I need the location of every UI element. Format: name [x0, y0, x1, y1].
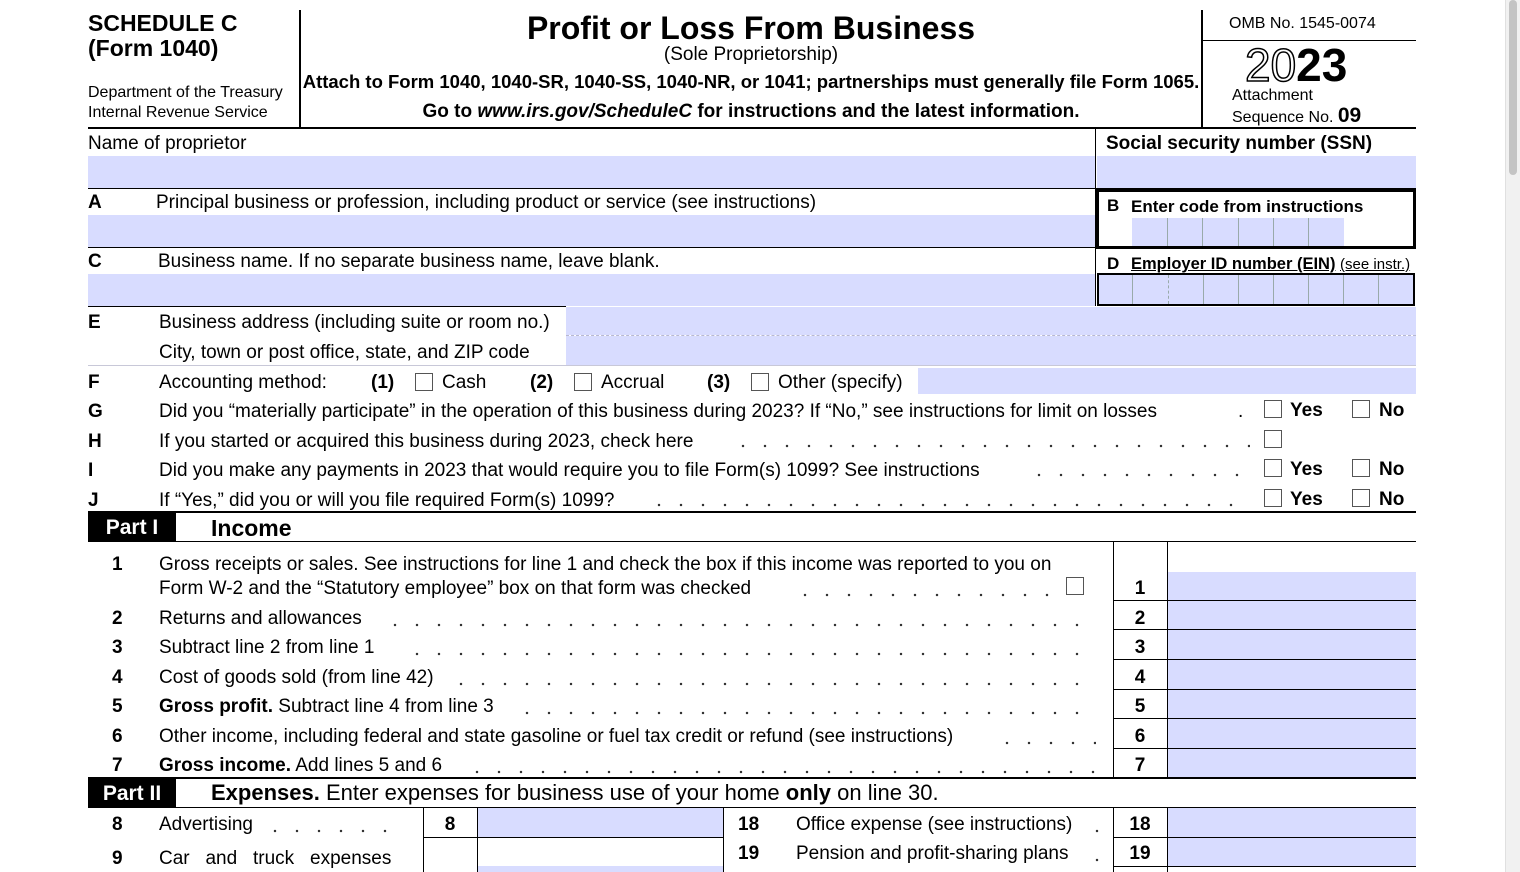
line-6-text: Other income, including federal and state gasoline or fuel tax credit or refund (see instructions): [159, 726, 954, 747]
part2-desc-b: on line 30.: [831, 780, 939, 805]
business-address-input[interactable]: [566, 307, 1416, 335]
goto-url[interactable]: www.irs.gov/ScheduleC: [477, 101, 693, 122]
line-3-amount-input[interactable]: [1168, 630, 1416, 659]
line-j-label: If “Yes,” did you or will you file required Form(s) 1099?: [159, 490, 615, 511]
line-1-text-a: Gross receipts or sales. See instructions for line 1 and check the box if this income was reported to you on: [159, 554, 1052, 575]
participate-yes-label: Yes: [1290, 400, 1323, 421]
sequence-label: Sequence No.: [1232, 109, 1334, 126]
leader-dots: [1028, 473, 1250, 477]
line-6-amount-input[interactable]: [1168, 719, 1416, 748]
business-code-input[interactable]: [1132, 218, 1344, 246]
rule-a: [88, 247, 1096, 248]
cash-label: Cash: [442, 372, 487, 393]
principal-business-input[interactable]: [88, 215, 1095, 247]
business-code-box: [1096, 189, 1416, 249]
line-18-box-label: 18: [1129, 814, 1151, 835]
line-1-text-b: Form W-2 and the “Statutory employee” box on that form was checked: [159, 578, 752, 599]
line-19-number: 19: [738, 843, 760, 864]
expense-column-divider: [723, 808, 724, 872]
line-a-letter: A: [88, 192, 102, 213]
leader-dots: [384, 623, 1096, 627]
form-title: Profit or Loss From Business: [526, 10, 976, 46]
filed-1099-no-label: No: [1379, 489, 1405, 510]
ssn-label: Social security number (SSN): [1106, 133, 1373, 154]
line-9-text: Car and truck expenses: [159, 848, 392, 869]
line-5-number: 5: [112, 696, 123, 717]
line-19-rule: [1113, 866, 1416, 867]
name-input[interactable]: [88, 156, 1095, 188]
line-2-number: 2: [112, 608, 123, 629]
leader-dots: [466, 770, 1096, 774]
leader-dots: [648, 503, 1250, 507]
payments-1099-no-label: No: [1379, 459, 1405, 480]
participate-no-checkbox[interactable]: [1352, 400, 1370, 418]
schedule-label: SCHEDULE C: [88, 10, 238, 36]
line-b-label: Enter code from instructions: [1131, 197, 1364, 216]
line-7-bold: Gross income.: [159, 755, 291, 776]
line-3-box-label: 3: [1134, 637, 1146, 658]
ein-cell-divider: [1203, 275, 1204, 304]
leader-dots: [732, 444, 1250, 448]
goto-suffix: for instructions and the latest information.: [692, 101, 1080, 122]
line-j-letter: J: [88, 490, 99, 511]
attach-instructions: Attach to Form 1040, 1040-SR, 1040-SS, 1040-NR, or 1041; partnerships must generally file Form 1065.: [302, 71, 1200, 92]
cash-checkbox[interactable]: [415, 373, 433, 391]
line-19-box-label: 19: [1129, 843, 1151, 864]
header-bottom-rule: [88, 127, 1416, 129]
tax-year: [1245, 39, 1348, 91]
code-cell-divider: [1202, 218, 1203, 246]
line-d-note: (see instr.): [1340, 256, 1411, 273]
payments-1099-yes-label: Yes: [1290, 459, 1323, 480]
line-d-letter: D: [1107, 254, 1120, 273]
ein-cell-divider: [1308, 275, 1309, 304]
code-cell-divider: [1308, 218, 1309, 246]
payments-1099-no-checkbox[interactable]: [1352, 459, 1370, 477]
dept-label: Department of the Treasury: [88, 84, 283, 101]
part1-top-rule: [88, 511, 1416, 513]
ein-cell-divider: [1273, 275, 1274, 304]
line-b-letter: B: [1107, 196, 1120, 215]
leader-dots: [406, 652, 1096, 656]
filed-1099-yes-label: Yes: [1290, 489, 1323, 510]
line-5-text: Subtract line 4 from line 3: [273, 696, 494, 717]
part2-badge-label: Part II: [102, 782, 162, 805]
line-e-letter: E: [88, 312, 101, 333]
year-outline: 20: [1245, 39, 1297, 91]
name-label: Name of proprietor: [88, 133, 247, 154]
line-2-amount-input[interactable]: [1168, 601, 1416, 629]
line-6-box-label: 6: [1134, 726, 1146, 747]
line-f-letter: F: [88, 372, 100, 393]
payments-1099-yes-checkbox[interactable]: [1264, 459, 1282, 477]
ein-cell-divider: [1238, 275, 1239, 304]
line-8-box-label: 8: [444, 814, 456, 835]
leader-dots: [996, 741, 1096, 745]
line-7-number: 7: [112, 755, 123, 776]
ein-cell-divider: [1378, 275, 1379, 304]
rule-e: [88, 365, 1416, 366]
line-5-amount-input[interactable]: [1168, 690, 1416, 718]
line-g-letter: G: [88, 401, 103, 422]
method-3-number: (3): [707, 372, 731, 393]
form-label: (Form 1040): [88, 35, 219, 61]
line-c-label: Business name. If no separate business name, leave blank.: [158, 251, 660, 272]
line-1-amount-input[interactable]: [1168, 572, 1416, 600]
line-9-amount-input[interactable]: [478, 866, 723, 872]
line-i-label: Did you make any payments in 2023 that would require you to file Form(s) 1099? See instructions: [159, 460, 980, 481]
line-7-text-group: [159, 756, 442, 775]
line-19-amount-input[interactable]: [1168, 838, 1416, 866]
irs-label: Internal Revenue Service: [88, 104, 268, 121]
ein-cell-divider: [1168, 275, 1170, 304]
part2-badge: [88, 779, 176, 807]
sequence-number: [1232, 105, 1361, 126]
leader-dots: [516, 711, 1096, 715]
line-8-amount-input[interactable]: [478, 808, 723, 837]
goto-instructions: [300, 102, 1202, 121]
line-h-letter: H: [88, 431, 102, 452]
part1-title: Income: [211, 515, 292, 541]
line-d-label-group: [1131, 256, 1410, 273]
city-state-zip-input[interactable]: [566, 336, 1416, 365]
line-5-bold: Gross profit.: [159, 696, 274, 717]
vertical-scrollbar[interactable]: [1505, 0, 1520, 872]
line-7-amount-input[interactable]: [1168, 749, 1416, 777]
line-c-letter: C: [88, 251, 102, 272]
leader-dots: [1086, 829, 1106, 833]
form-subtitle: (Sole Proprietorship): [663, 44, 839, 65]
line-g-dot: .: [1238, 401, 1244, 422]
line-18-text: Office expense (see instructions): [796, 814, 1073, 835]
method-1-number: (1): [371, 372, 395, 393]
part1-badge-label: Part I: [105, 516, 159, 539]
line-1-box-label: 1: [1134, 578, 1146, 599]
method-2-number: (2): [530, 372, 554, 393]
line-2-box-label: 2: [1134, 608, 1146, 629]
line-d-label: Employer ID number (EIN): [1131, 255, 1336, 273]
line-g-label: Did you “materially participate” in the operation of this business during 2023? If “No,” see instructions for limit on losses: [159, 401, 1157, 422]
sequence-value: 09: [1337, 104, 1362, 127]
line-18-amount-input[interactable]: [1168, 808, 1416, 837]
line-4-amount-input[interactable]: [1168, 660, 1416, 689]
ein-cell-divider: [1132, 275, 1133, 304]
participate-no-label: No: [1379, 400, 1405, 421]
part2-desc-a: Enter expenses for business use of your home: [319, 780, 786, 805]
line-4-text: Cost of goods sold (from line 42): [159, 667, 434, 688]
omb-number: OMB No. 1545-0074: [1229, 15, 1376, 32]
line-i-letter: I: [88, 460, 94, 481]
leader-dots: [264, 829, 404, 833]
part1-badge: [88, 513, 176, 541]
line-8-number: 8: [112, 814, 123, 835]
line-h-label: If you started or acquired this business during 2023, check here: [159, 431, 694, 452]
part1-bottom-rule: [88, 541, 1416, 542]
line-5-box-label: 5: [1134, 696, 1146, 717]
other-method-checkbox[interactable]: [751, 373, 769, 391]
line-3-text: Subtract line 2 from line 1: [159, 637, 375, 658]
line-4-number: 4: [112, 667, 123, 688]
line-7-box-label: 7: [1134, 755, 1146, 776]
line-19-text: Pension and profit-sharing plans: [796, 843, 1069, 864]
line-3-number: 3: [112, 637, 123, 658]
other-method-label: Other (specify): [778, 372, 903, 393]
line-e-address-label: Business address (including suite or room no.): [159, 312, 550, 333]
line-4-box-label: 4: [1134, 667, 1146, 688]
year-bold: 23: [1296, 39, 1348, 91]
leader-dots: [450, 682, 1096, 686]
part2-heading: [211, 782, 939, 804]
accrual-label: Accrual: [601, 372, 665, 393]
line-18-number: 18: [738, 814, 760, 835]
part2-desc-bold: only: [785, 780, 831, 805]
header-divider-right: [1201, 10, 1203, 128]
participate-yes-checkbox[interactable]: [1264, 400, 1282, 418]
ein-cell-divider: [1343, 275, 1344, 304]
line-8-rule: [423, 837, 723, 838]
line-2-text: Returns and allowances: [159, 608, 362, 629]
line-6-number: 6: [112, 726, 123, 747]
part2-title: Expenses.: [211, 780, 320, 805]
rule-c: [88, 306, 566, 307]
line-e-city-label: City, town or post office, state, and ZIP code: [159, 342, 530, 363]
line-7-text: Add lines 5 and 6: [291, 755, 443, 776]
scrollbar-thumb[interactable]: [1509, 0, 1517, 175]
code-cell-divider: [1273, 218, 1274, 246]
accrual-checkbox[interactable]: [574, 373, 592, 391]
leader-dots: [1086, 858, 1106, 862]
ein-input[interactable]: [1097, 273, 1415, 306]
leader-dots: [794, 593, 1056, 597]
line-9-number: 9: [112, 848, 123, 869]
code-cell-divider: [1238, 218, 1239, 246]
part2-top-rule: [88, 777, 1416, 779]
line-5-text-group: [159, 697, 494, 716]
statutory-employee-checkbox[interactable]: [1066, 577, 1084, 595]
line-a-label: Principal business or profession, including product or service (see instructions): [156, 192, 817, 213]
started-business-checkbox[interactable]: [1264, 430, 1282, 448]
attachment-label: Attachment: [1232, 87, 1313, 104]
business-name-input[interactable]: [88, 274, 1095, 306]
filed-1099-no-checkbox[interactable]: [1352, 489, 1370, 507]
other-method-input[interactable]: [918, 368, 1416, 394]
line-8-text: Advertising: [159, 814, 253, 835]
line-f-label: Accounting method:: [159, 372, 327, 393]
filed-1099-yes-checkbox[interactable]: [1264, 489, 1282, 507]
code-cell-divider: [1167, 218, 1168, 246]
ssn-input[interactable]: [1097, 156, 1416, 188]
goto-prefix: Go to: [422, 101, 478, 122]
line-1-number: 1: [112, 554, 123, 575]
